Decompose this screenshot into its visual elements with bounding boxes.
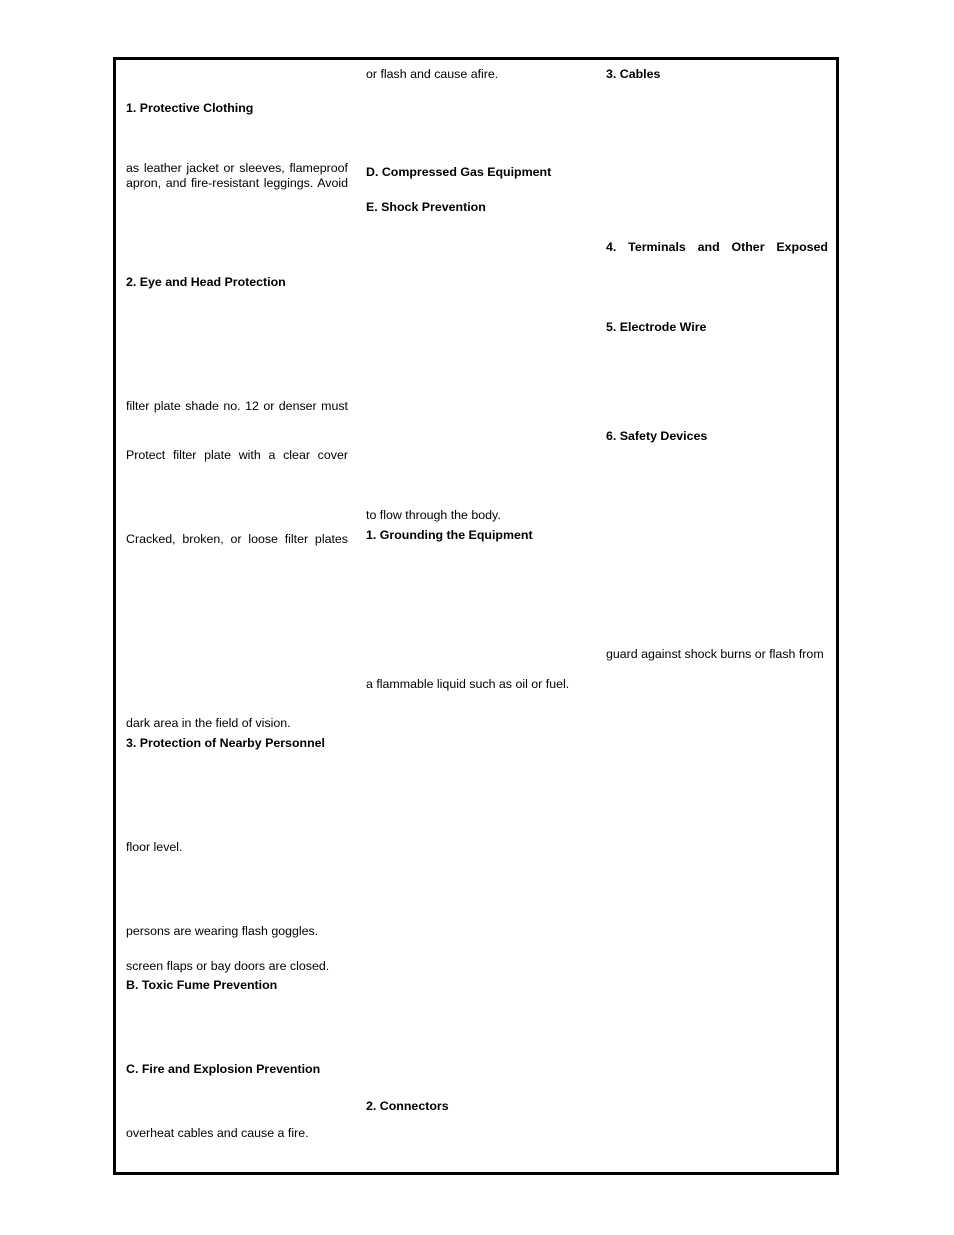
flash-afire-text: or flash and cause afire. (366, 67, 499, 81)
dark-area-text: dark area in the field of vision. (126, 716, 291, 730)
flash-goggles-text: persons are wearing flash goggles. (126, 924, 319, 938)
flow-through-body-text: to flow through the body. (366, 508, 501, 522)
guard-shock-text: guard against shock burns or flash from (606, 647, 824, 661)
shock-prevention-heading: E. Shock Prevention (366, 200, 486, 214)
screen-flaps-text: screen flaps or bay doors are closed. (126, 959, 330, 973)
fire-explosion-heading: C. Fire and Explosion Prevention (126, 1062, 321, 1076)
overheat-cables-text: overheat cables and cause a fire. (126, 1126, 309, 1140)
eye-head-protection-heading: 2. Eye and Head Protection (126, 275, 286, 289)
protective-clothing-heading: 1. Protective Clothing (126, 101, 254, 115)
toxic-fume-heading: B. Toxic Fume Prevention (126, 978, 278, 992)
cracked-filter-plates-text: Cracked, broken, or loose filter plates (126, 532, 348, 546)
terminals-heading: 4. Terminals and Other Exposed (606, 240, 828, 254)
filter-plate-shade-text: filter plate shade no. 12 or denser must (126, 399, 348, 413)
protect-filter-plate-text: Protect filter plate with a clear cover (126, 448, 348, 462)
safety-devices-heading: 6. Safety Devices (606, 429, 708, 443)
cables-heading: 3. Cables (606, 67, 661, 81)
page-border (113, 57, 839, 1175)
floor-level-text: floor level. (126, 840, 183, 854)
grounding-heading: 1. Grounding the Equipment (366, 528, 533, 542)
nearby-personnel-heading: 3. Protection of Nearby Personnel (126, 736, 325, 750)
protective-clothing-line-2: apron, and fire-resistant leggings. Avoid (126, 176, 348, 190)
connectors-heading: 2. Connectors (366, 1099, 449, 1113)
protective-clothing-line-1: as leather jacket or sleeves, flameproof (126, 161, 348, 175)
compressed-gas-heading: D. Compressed Gas Equipment (366, 165, 552, 179)
electrode-wire-heading: 5. Electrode Wire (606, 320, 707, 334)
flammable-liquid-text: a flammable liquid such as oil or fuel. (366, 677, 570, 691)
